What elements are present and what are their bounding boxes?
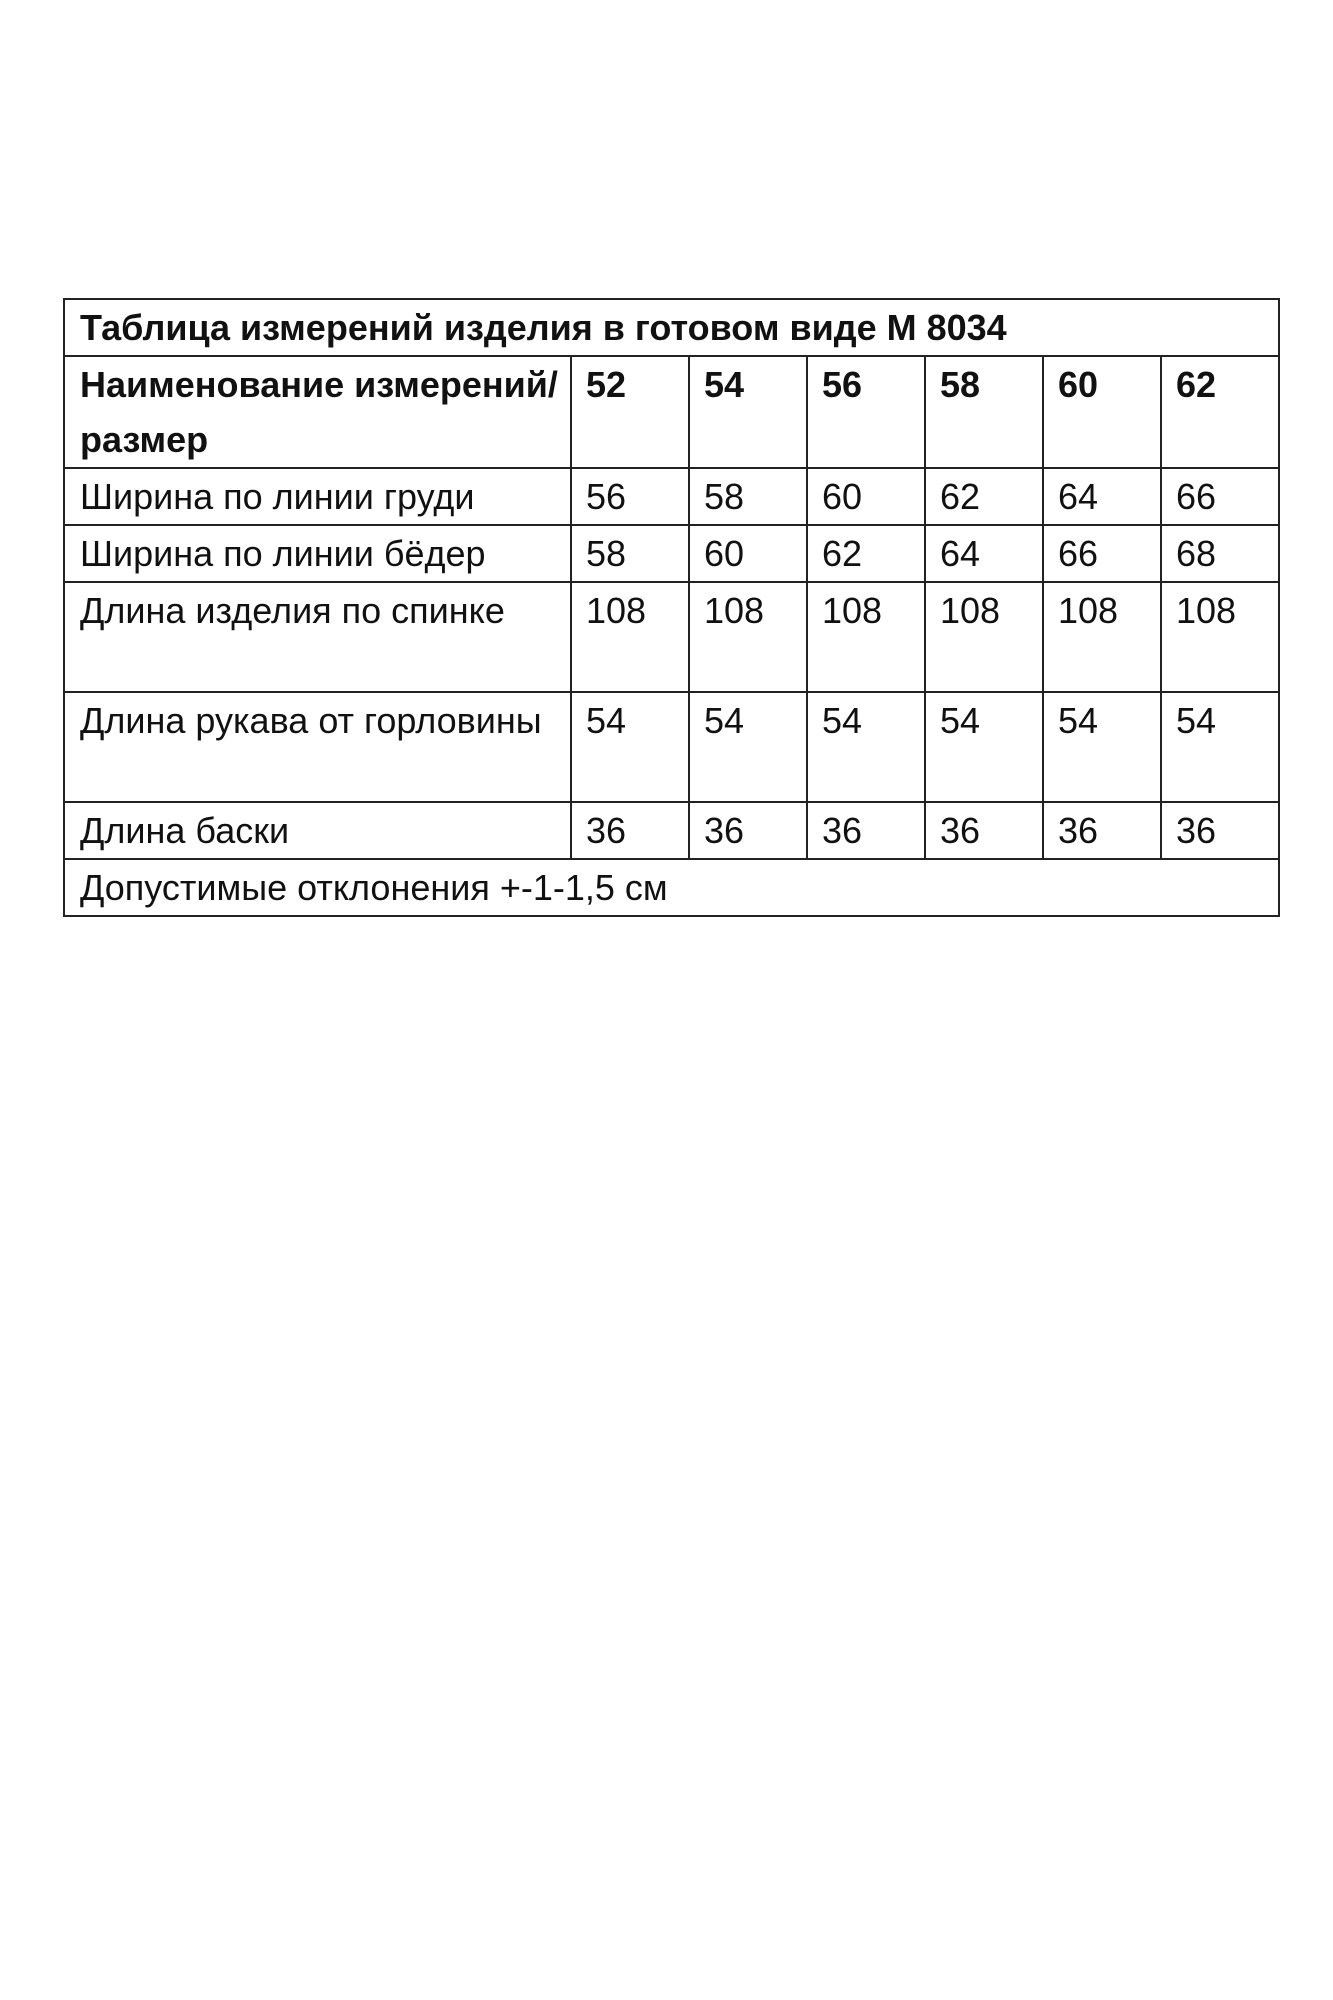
measurement-value: 66 — [1161, 468, 1279, 525]
table-title: Таблица измерений изделия в готовом виде М 8034 — [64, 299, 1279, 356]
measurement-label: Ширина по линии бёдер — [64, 525, 571, 582]
measurement-value: 36 — [689, 802, 807, 859]
size-header: 52 — [571, 356, 689, 468]
measurement-value: 108 — [925, 582, 1043, 692]
measurement-value: 36 — [1043, 802, 1161, 859]
measurement-label: Длина баски — [64, 802, 571, 859]
measurement-value: 108 — [1161, 582, 1279, 692]
measurement-value: 58 — [571, 525, 689, 582]
measurement-value: 36 — [1161, 802, 1279, 859]
table-row — [64, 582, 1279, 692]
size-header: 56 — [807, 356, 925, 468]
header-label: Наименование измерений/размер — [64, 356, 571, 468]
measurement-value: 54 — [1161, 692, 1279, 802]
table-row — [64, 802, 1279, 859]
measurement-value: 62 — [807, 525, 925, 582]
measurement-value: 36 — [925, 802, 1043, 859]
measurement-value: 54 — [571, 692, 689, 802]
measurement-value: 54 — [925, 692, 1043, 802]
table-title-row — [64, 299, 1279, 356]
size-header: 58 — [925, 356, 1043, 468]
measurement-value: 36 — [807, 802, 925, 859]
measurement-value: 108 — [807, 582, 925, 692]
measurement-value: 62 — [925, 468, 1043, 525]
measurement-value: 108 — [571, 582, 689, 692]
size-header: 60 — [1043, 356, 1161, 468]
size-table — [63, 298, 1280, 917]
table-row — [64, 692, 1279, 802]
measurement-label: Ширина по линии груди — [64, 468, 571, 525]
measurement-value: 56 — [571, 468, 689, 525]
measurement-value: 68 — [1161, 525, 1279, 582]
measurement-value: 58 — [689, 468, 807, 525]
measurement-value: 108 — [689, 582, 807, 692]
measurement-value: 36 — [571, 802, 689, 859]
measurement-value: 60 — [807, 468, 925, 525]
measurement-value: 64 — [1043, 468, 1161, 525]
measurement-value: 54 — [689, 692, 807, 802]
table-footer-row — [64, 859, 1279, 916]
size-header: 62 — [1161, 356, 1279, 468]
measurement-value: 108 — [1043, 582, 1161, 692]
measurement-label: Длина изделия по спинке — [64, 582, 571, 692]
measurement-value: 66 — [1043, 525, 1161, 582]
table-row — [64, 525, 1279, 582]
measurement-value: 60 — [689, 525, 807, 582]
measurement-label: Длина рукава от горловины — [64, 692, 571, 802]
tolerance-note: Допустимые отклонения +-1-1,5 см — [64, 859, 1279, 916]
size-header: 54 — [689, 356, 807, 468]
measurement-value: 54 — [1043, 692, 1161, 802]
table-header-row — [64, 356, 1279, 468]
measurement-value: 54 — [807, 692, 925, 802]
measurement-value: 64 — [925, 525, 1043, 582]
table-row — [64, 468, 1279, 525]
